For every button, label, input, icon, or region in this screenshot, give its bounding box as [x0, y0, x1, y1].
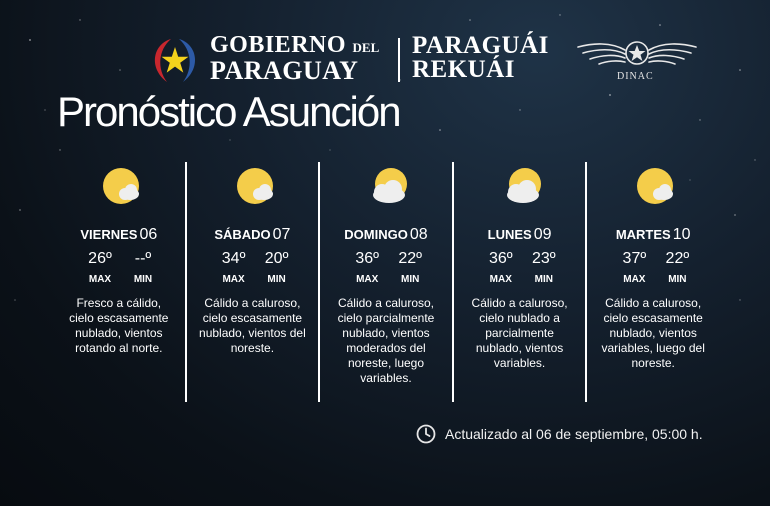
max-temp-value: 37º: [622, 250, 647, 267]
forecast-description: Cálido a caluroso, cielo escasamente nublado, vientos del noreste.: [199, 296, 306, 355]
day-label: [320, 226, 452, 244]
max-label: MAX: [623, 274, 646, 285]
max-temp-value: 34º: [221, 250, 246, 267]
max-temp-value: 36º: [488, 250, 513, 267]
max-label: MAX: [222, 274, 245, 285]
max-temp: [214, 250, 254, 285]
partly-cloudy-icon: [368, 166, 412, 210]
max-label: MAX: [356, 274, 379, 285]
updated-note: [416, 424, 703, 444]
min-temp: [390, 250, 430, 285]
min-label: MIN: [534, 274, 553, 285]
gov-line1-small: DEL: [352, 40, 380, 55]
max-temp: [80, 250, 120, 285]
max-temp: [347, 250, 387, 285]
min-temp-value: --º: [134, 250, 152, 267]
day-name: VIERNES: [80, 227, 138, 242]
day-card-lunes: [452, 162, 586, 402]
day-name: LUNES: [487, 227, 532, 242]
forecast-description: Cálido a caluroso, cielo parcialmente nublado, vientos moderados del noreste, luego variables.: [337, 296, 435, 385]
government-wordmark: [210, 32, 380, 85]
day-card-domingo: [318, 162, 452, 402]
clock-icon: [416, 424, 436, 444]
paraguay-emblem-icon: [145, 34, 205, 86]
min-temp: [123, 250, 163, 285]
min-label: MIN: [401, 274, 420, 285]
page-title: Pronóstico Asunción: [57, 88, 400, 135]
slogan-line2: REKUÁI: [412, 56, 516, 83]
day-date: 10: [672, 226, 691, 243]
min-temp-value: 22º: [398, 250, 422, 267]
day-label: [454, 226, 586, 244]
day-date: 08: [409, 226, 428, 243]
min-temp-value: 22º: [665, 250, 690, 267]
min-temp: [657, 250, 697, 285]
min-temp: [257, 250, 297, 285]
day-label: [587, 226, 719, 244]
updated-text: Actualizado al 06 de septiembre, 05:00 h.: [445, 426, 703, 442]
min-label: MIN: [668, 274, 687, 285]
max-temp: [614, 250, 654, 285]
forecast-row: [53, 162, 719, 402]
day-date: 06: [139, 226, 158, 243]
day-card-martes: [585, 162, 719, 402]
forecast-description: Fresco a cálido, cielo escasamente nublado, vientos rotando al norte.: [69, 296, 169, 355]
min-temp-value: 23º: [531, 250, 556, 267]
min-temp: [524, 250, 564, 285]
day-name: SÁBADO: [214, 227, 271, 242]
day-card-sabado: [185, 162, 319, 402]
min-label: MIN: [133, 274, 153, 285]
max-temp-value: 36º: [355, 250, 379, 267]
day-card-viernes: [53, 162, 185, 402]
header-divider: [398, 38, 400, 82]
forecast-description: Cálido a caluroso, cielo escasamente nublado, vientos variables, luego del noreste.: [601, 296, 705, 370]
max-temp: [481, 250, 521, 285]
dinac-label: DINAC: [617, 71, 654, 82]
day-label: [187, 226, 319, 244]
day-name: DOMINGO: [344, 227, 408, 242]
day-date: 09: [533, 226, 552, 243]
sun-cloud-icon: [635, 166, 679, 210]
slogan-line1: PARAGUÁI: [412, 32, 549, 59]
sun-cloud-icon: [235, 166, 279, 210]
min-label: MIN: [267, 274, 286, 285]
day-name: MARTES: [615, 227, 671, 242]
slogan-wordmark: [412, 34, 549, 82]
day-label: [53, 226, 185, 244]
day-date: 07: [272, 226, 291, 243]
partly-cloudy-icon: [502, 166, 546, 210]
gov-line2: PARAGUAY: [210, 56, 359, 85]
header: [0, 30, 770, 90]
min-temp-value: 20º: [264, 250, 289, 267]
max-temp-value: 26º: [88, 250, 112, 267]
sun-cloud-icon: [101, 166, 145, 210]
gov-line1-main: GOBIERNO: [210, 32, 347, 58]
max-label: MAX: [88, 274, 112, 285]
forecast-description: Cálido a caluroso, cielo nublado a parcialmente nublado, vientos variables.: [471, 296, 568, 370]
max-label: MAX: [489, 274, 512, 285]
